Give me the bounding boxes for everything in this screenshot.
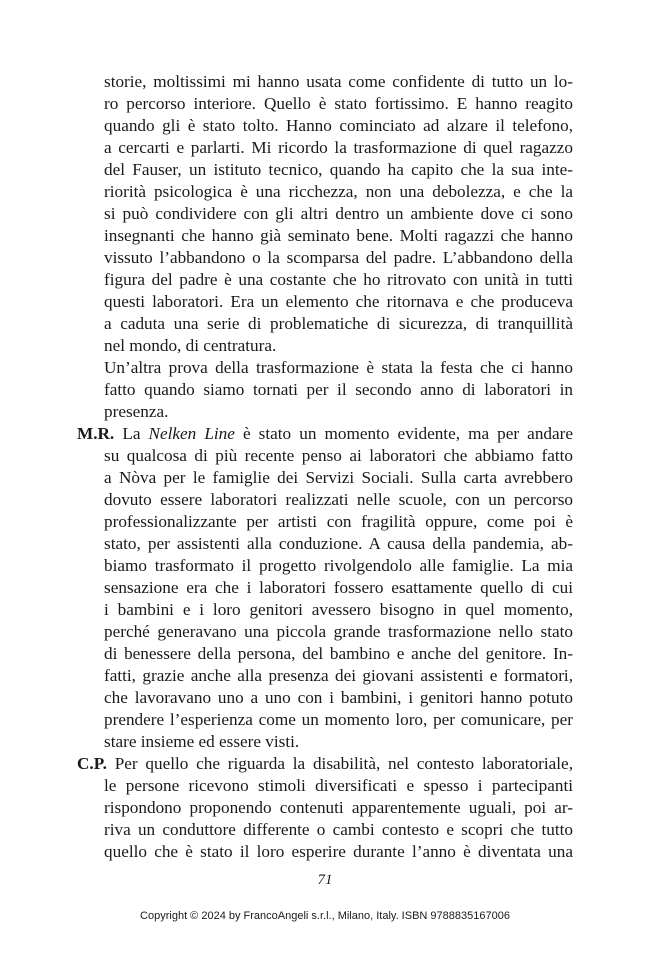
text-line: presenza. <box>104 402 169 421</box>
text-line: a cercarti e parlarti. Mi ricordo la trasformazione di quel ragazzo <box>104 138 573 157</box>
text-line: a caduta una serie di problematiche di sicurezza, di tranquillità <box>104 314 573 333</box>
text-line: del Fauser, un istituto tecnico, quando ha capito che la sua inte- <box>104 160 573 179</box>
speaker-label: C.P. <box>77 754 107 773</box>
text-line: si può condividere con gli altri dentro un ambiente dove ci sono <box>104 204 573 223</box>
speaker-first-line <box>77 423 573 445</box>
text-segment: Per quello che riguarda la disabilità, nel contesto laboratoriale, <box>106 754 573 773</box>
text-line: che lavoravano uno a uno con i bambini, i genitori hanno potuto <box>104 688 573 707</box>
text-line: prendere l’esperienza come un momento loro, per comunicare, per <box>104 710 573 729</box>
text-segment: è stato un momento evidente, ma per andare <box>234 424 573 443</box>
text-line: quando gli è stato tolto. Hanno cominciato ad alzare il telefono, <box>104 116 573 135</box>
text-line: a Nòva per le famiglie dei Servizi Sociali. Sulla carta avrebbero <box>104 468 573 487</box>
text-line: i bambini e i loro genitori avessero bisogno in quel momento, <box>104 600 573 619</box>
text-line: vissuto l’abbandono o la scomparsa del padre. L’abbandono della <box>104 248 573 267</box>
text-segment: La <box>114 424 149 443</box>
page-number: 71 <box>317 872 333 888</box>
text-line: dovuto essere laboratori realizzati nelle scuole, con un percorso <box>104 490 573 509</box>
text-line: riorità psicologica è una ricchezza, non una debolezza, e che la <box>104 182 573 201</box>
text-line: quello che è stato il loro esperire durante l’anno è diventata una <box>104 842 573 861</box>
text-line: questi laboratori. Era un elemento che ritornava e che produceva <box>104 292 573 311</box>
speaker-label: M.R. <box>77 424 115 443</box>
text-line: insegnanti che hanno già seminato bene. Molti ragazzi che hanno <box>104 226 573 245</box>
text-line: fatti, grazie anche alla presenza dei giovani assistenti e formatori, <box>104 666 573 685</box>
text-line: Un’altra prova della trasformazione è stata la festa che ci hanno <box>104 358 573 377</box>
text-line: professionalizzante per artisti con fragilità oppure, come poi è <box>104 512 573 531</box>
text-line: riva un conduttore differente o cambi contesto e scopri che tutto <box>104 820 573 839</box>
text-line: storie, moltissimi mi hanno usata come confidente di tutto un lo- <box>104 72 573 91</box>
text-line: stare insieme ed essere visti. <box>104 732 300 751</box>
text-line: biamo trasformato il progetto rivolgendolo alle famiglie. La mia <box>104 556 573 575</box>
text-line: nel mondo, di centratura. <box>104 336 277 355</box>
text-line: le persone ricevono stimoli diversificati e spesso i partecipanti <box>104 776 573 795</box>
text-line: rispondono proponendo contenuti apparentemente uguali, poi ar- <box>104 798 573 817</box>
text-line: sensazione era che i laboratori fossero esattamente quello di cui <box>104 578 573 597</box>
text-line: perché generavano una piccola grande trasformazione nello stato <box>104 622 573 641</box>
speaker-first-line <box>77 753 573 775</box>
text-line: su qualcosa di più recente penso ai laboratori che abbiamo fatto <box>104 446 573 465</box>
text-line: di benessere della persona, del bambino e anche del genitore. In- <box>104 644 573 663</box>
copyright-notice: Copyright © 2024 by FrancoAngeli s.r.l., Milano, Italy. ISBN 9788835167006 <box>140 910 510 922</box>
text-line: ro percorso interiore. Quello è stato fortissimo. E hanno reagito <box>104 94 573 113</box>
italic-title: Nelken Line <box>148 424 235 443</box>
text-line: stato, per assistenti alla conduzione. A causa della pandemia, ab- <box>104 534 573 553</box>
text-line: fatto quando siamo tornati per il secondo anno di laboratori in <box>104 380 573 399</box>
text-line: figura del padre è una costante che ho ritrovato con unità in tutti <box>104 270 573 289</box>
